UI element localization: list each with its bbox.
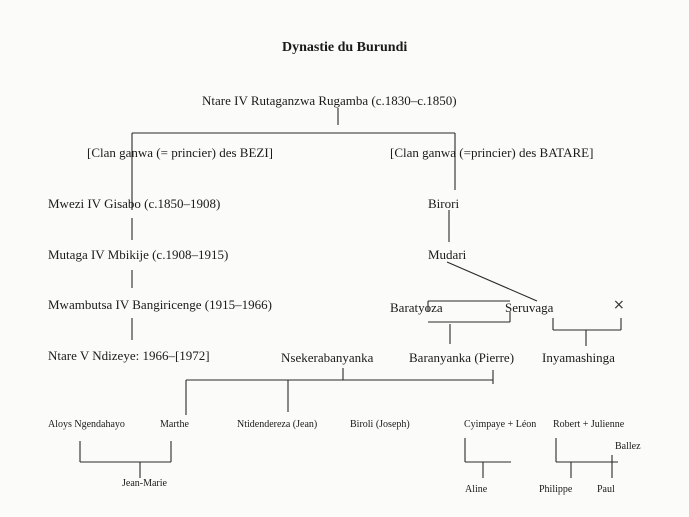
node-biroli: Biroli (Joseph) — [350, 419, 410, 430]
node-paul: Paul — [597, 484, 615, 495]
node-mudari: Mudari — [428, 247, 467, 262]
node-mutaga-iv: Mutaga IV Mbikije (c.1908–1915) — [48, 247, 229, 262]
node-jean-marie: Jean-Marie — [122, 478, 167, 489]
node-mwambutsa-iv: Mwambutsa IV Bangiricenge (1915–1966) — [48, 297, 272, 312]
unknown-person-mark: × — [613, 297, 625, 313]
node-philippe: Philippe — [539, 484, 573, 495]
clan-bezi-label: [Clan ganwa (= princier) des BEZI] — [87, 145, 274, 160]
node-baratyoza: Baratyoza — [390, 300, 443, 315]
node-aloys-ngendahayo: Aloys Ngendahayo — [48, 419, 125, 430]
node-nsekerabanyanka: Nsekerabanyanka — [281, 350, 374, 365]
node-cyimpaye-leon: Cyimpaye + Léon — [464, 419, 537, 430]
node-birori: Birori — [428, 196, 460, 211]
diagram-title: Dynastie du Burundi — [282, 40, 408, 55]
node-marthe: Marthe — [160, 419, 189, 430]
node-inyamashinga: Inyamashinga — [542, 350, 615, 365]
clan-batare-label: [Clan ganwa (=princier) des BATARE] — [390, 145, 594, 160]
root-ntare-iv: Ntare IV Rutaganzwa Rugamba (c.1830–c.1850) — [202, 93, 457, 108]
node-seruvaga: Seruvaga — [505, 300, 554, 315]
node-robert-julienne: Robert + Julienne — [553, 419, 625, 430]
node-mwezi-iv: Mwezi IV Gisabo (c.1850–1908) — [48, 196, 221, 211]
node-ntare-v: Ntare V Ndizeye: 1966–[1972] — [48, 348, 210, 363]
node-aline: Aline — [465, 484, 488, 495]
node-ntidendereza: Ntidendereza (Jean) — [237, 419, 318, 430]
node-baranyanka: Baranyanka (Pierre) — [409, 350, 515, 365]
node-ballez: Ballez — [615, 441, 641, 452]
connector-line — [447, 262, 537, 301]
